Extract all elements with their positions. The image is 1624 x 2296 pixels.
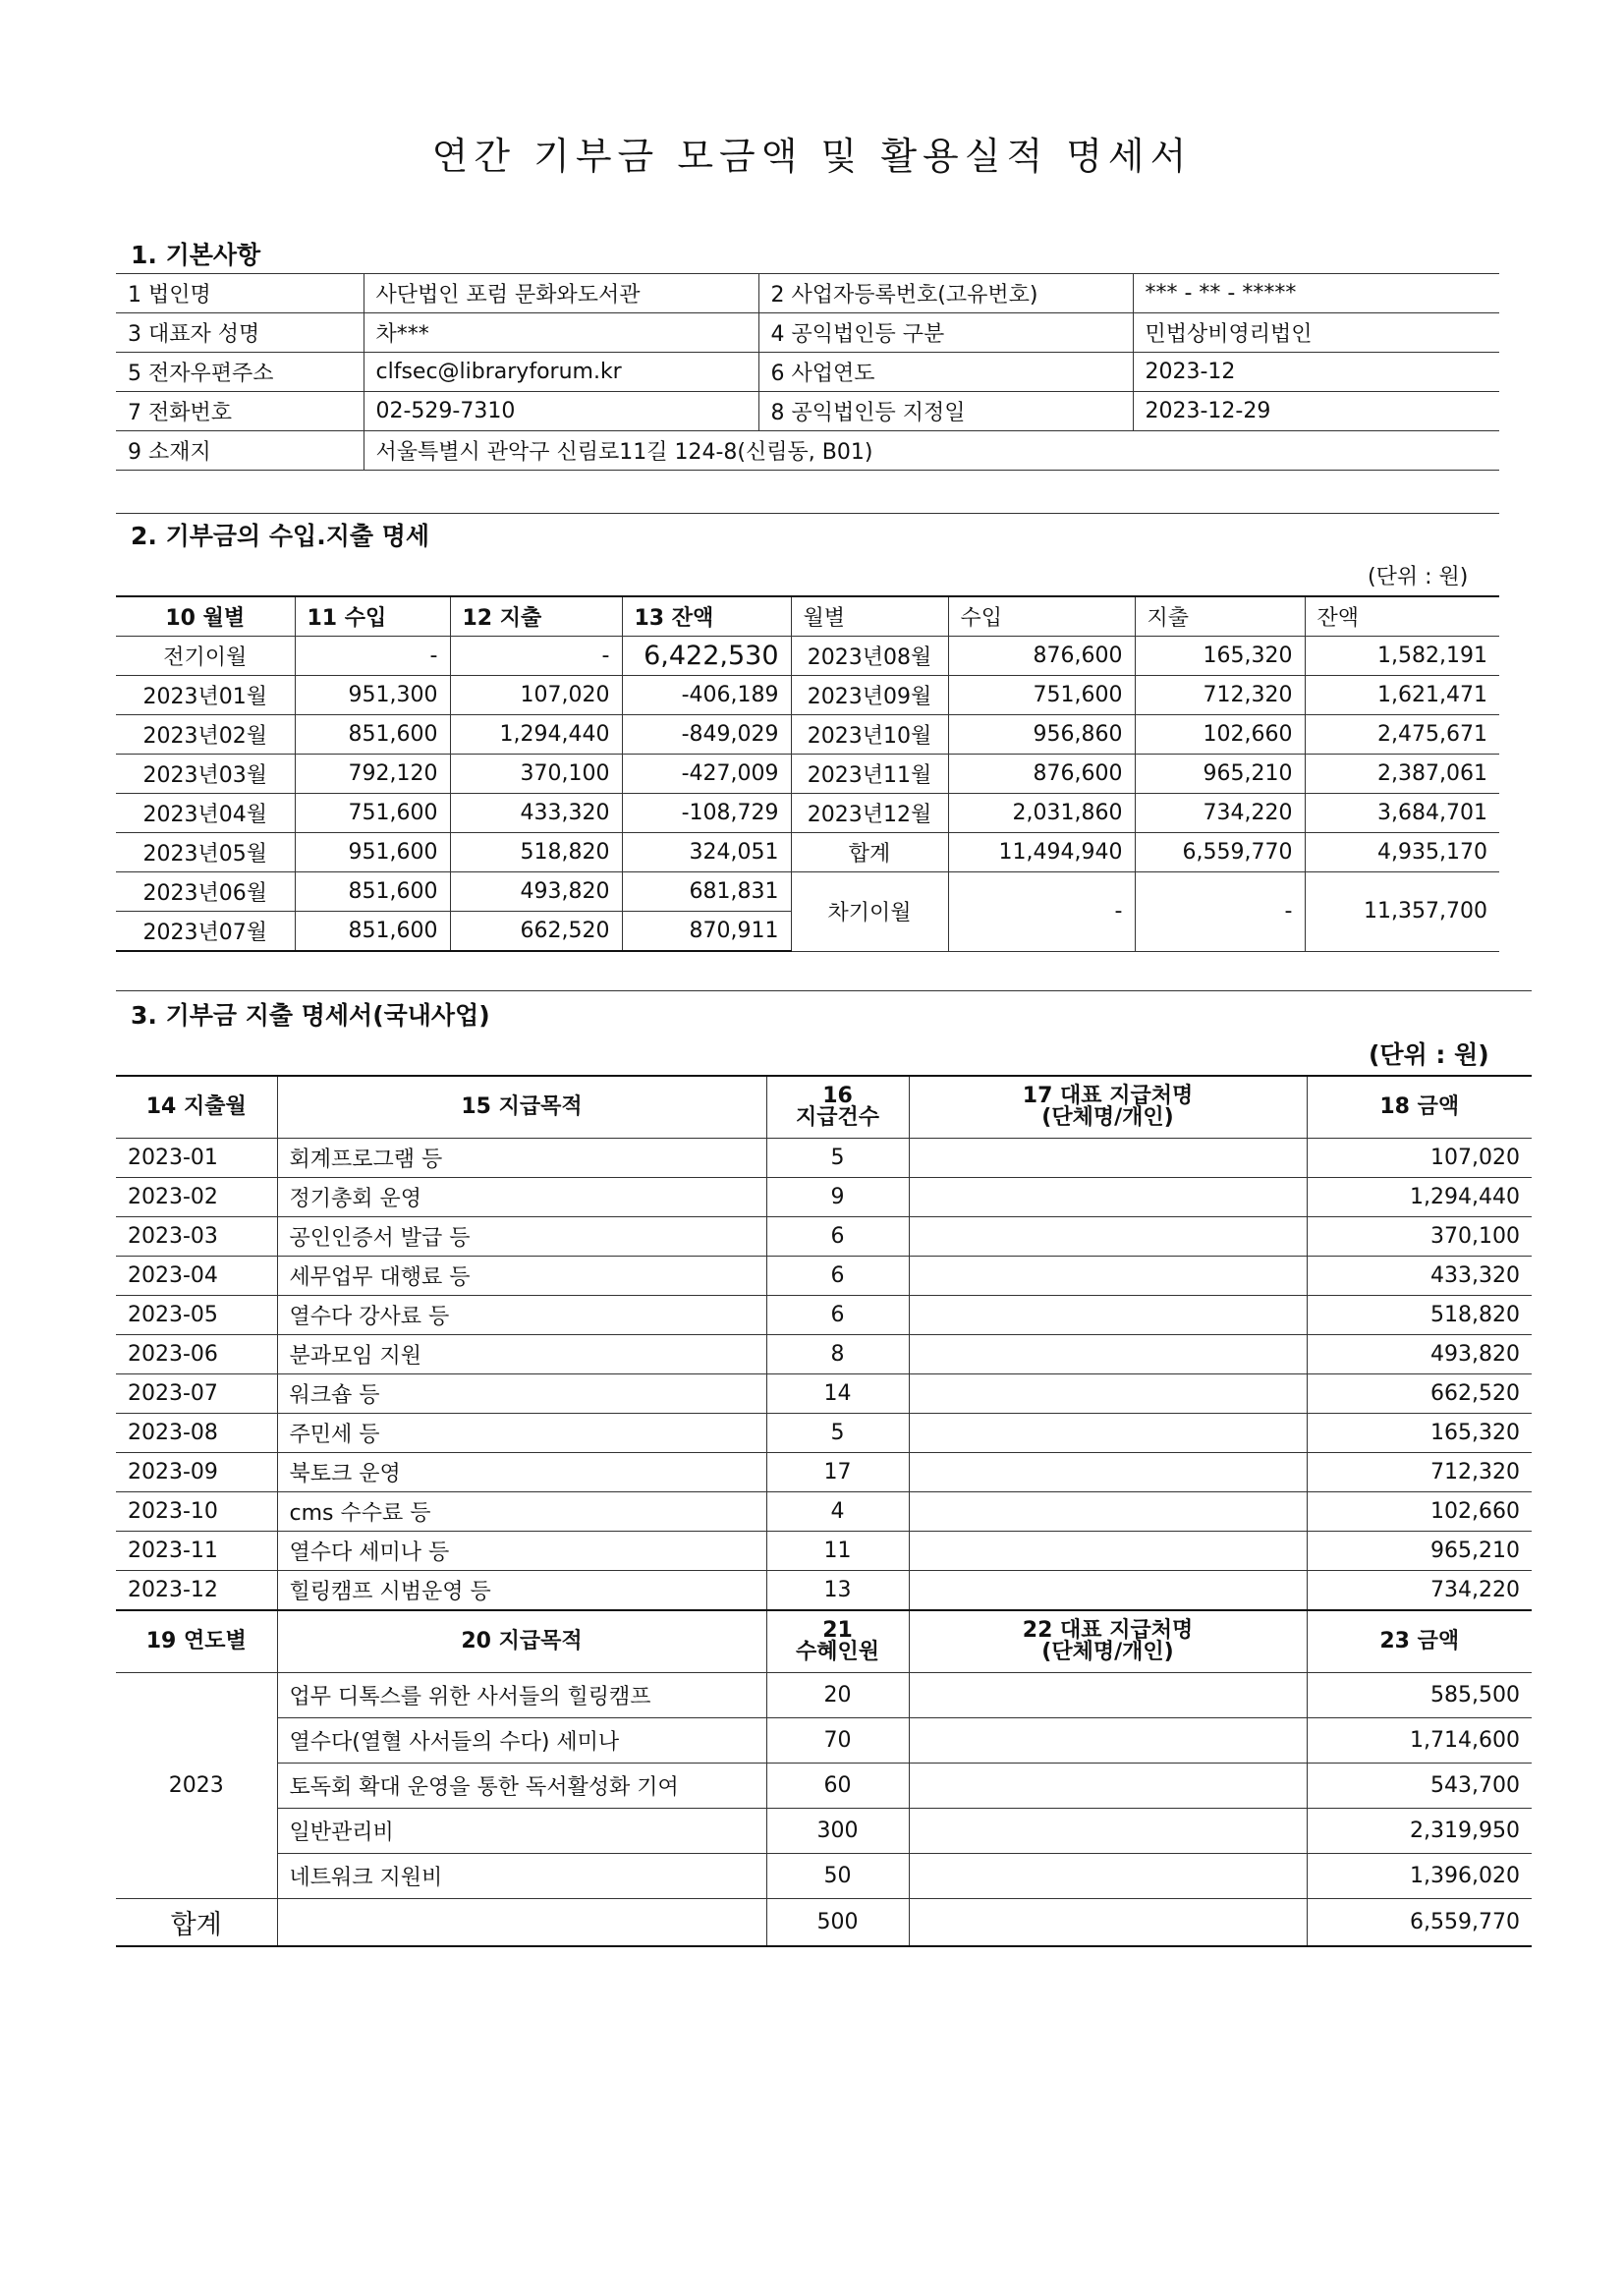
income-cell: 951,300 bbox=[295, 676, 450, 715]
info-label: 4 공익법인등 구분 bbox=[758, 313, 1133, 353]
count-cell: 6 bbox=[766, 1296, 909, 1335]
info-label: 3 대표자 성명 bbox=[116, 313, 364, 353]
count-cell: 11 bbox=[766, 1532, 909, 1571]
table-row bbox=[116, 1492, 1532, 1532]
payee-cell bbox=[909, 1854, 1307, 1899]
table-row bbox=[116, 1673, 1532, 1718]
info-value: 02-529-7310 bbox=[364, 392, 758, 431]
column-header: 13 잔액 bbox=[622, 596, 791, 637]
income-cell: - bbox=[948, 872, 1135, 952]
basic-info-table bbox=[116, 273, 1499, 471]
purpose-cell: 힐링캠프 시범운영 등 bbox=[277, 1571, 766, 1611]
balance-cell: 870,911 bbox=[622, 912, 791, 952]
count-cell: 5 bbox=[766, 1139, 909, 1178]
purpose-cell: 워크숍 등 bbox=[277, 1374, 766, 1414]
payee-cell bbox=[909, 1414, 1307, 1453]
month-cell: 2023년11월 bbox=[791, 755, 948, 794]
payee-cell bbox=[909, 1718, 1307, 1764]
income-cell: 751,600 bbox=[295, 794, 450, 833]
month-cell: 2023-11 bbox=[116, 1532, 277, 1571]
income-cell: 951,600 bbox=[295, 833, 450, 872]
table-row bbox=[116, 1374, 1532, 1414]
payee-cell bbox=[909, 1899, 1307, 1947]
payee-cell bbox=[909, 1571, 1307, 1611]
header-row bbox=[116, 1076, 1532, 1139]
amount-cell: 1,396,020 bbox=[1307, 1854, 1532, 1899]
column-header: 18 금액 bbox=[1307, 1076, 1532, 1139]
purpose-cell: 공인인증서 발급 등 bbox=[277, 1217, 766, 1257]
month-cell: 2023년08월 bbox=[791, 637, 948, 676]
info-label: 9 소재지 bbox=[116, 431, 364, 471]
purpose-cell: 세무업무 대행료 등 bbox=[277, 1257, 766, 1296]
count-cell: 20 bbox=[766, 1673, 909, 1718]
section3-unit: (단위 : 원) bbox=[1369, 1040, 1489, 1069]
table-row bbox=[116, 1809, 1532, 1854]
column-header: 22 대표 지급처명 (단체명/개인) bbox=[909, 1610, 1307, 1673]
info-label: 8 공익법인등 지정일 bbox=[758, 392, 1133, 431]
info-value: 사단법인 포럼 문화와도서관 bbox=[364, 274, 758, 313]
column-header: 20 지급목적 bbox=[277, 1610, 766, 1673]
expense-cell: 102,660 bbox=[1135, 715, 1305, 755]
purpose-cell bbox=[277, 1899, 766, 1947]
purpose-cell: 네트워크 지원비 bbox=[277, 1854, 766, 1899]
column-header: 17 대표 지급처명 (단체명/개인) bbox=[909, 1076, 1307, 1139]
info-label: 5 전자우편주소 bbox=[116, 353, 364, 392]
purpose-cell: 열수다(열혈 사서들의 수다) 세미나 bbox=[277, 1718, 766, 1764]
column-header: 11 수입 bbox=[295, 596, 450, 637]
info-row bbox=[116, 353, 1499, 392]
month-cell: 2023년12월 bbox=[791, 794, 948, 833]
expense-cell: 107,020 bbox=[450, 676, 622, 715]
expense-cell: 165,320 bbox=[1135, 637, 1305, 676]
month-cell: 합계 bbox=[791, 833, 948, 872]
balance-cell: 324,051 bbox=[622, 833, 791, 872]
month-cell: 2023년07월 bbox=[116, 912, 295, 952]
income-cell: 11,494,940 bbox=[948, 833, 1135, 872]
table-row bbox=[116, 1414, 1532, 1453]
header-row bbox=[116, 1610, 1532, 1673]
month-cell: 2023-08 bbox=[116, 1414, 277, 1453]
month-cell: 전기이월 bbox=[116, 637, 295, 676]
table-row bbox=[116, 794, 1499, 833]
purpose-cell: 업무 디톡스를 위한 사서들의 힐링캠프 bbox=[277, 1673, 766, 1718]
month-cell: 2023년04월 bbox=[116, 794, 295, 833]
column-header: 15 지급목적 bbox=[277, 1076, 766, 1139]
purpose-cell: cms 수수료 등 bbox=[277, 1492, 766, 1532]
table-row bbox=[116, 1532, 1532, 1571]
amount-cell: 662,520 bbox=[1307, 1374, 1532, 1414]
month-cell: 2023-01 bbox=[116, 1139, 277, 1178]
balance-cell: 6,422,530 bbox=[622, 637, 791, 676]
income-expense-table bbox=[116, 595, 1499, 952]
balance-cell: 2,475,671 bbox=[1305, 715, 1499, 755]
count-cell: 13 bbox=[766, 1571, 909, 1611]
info-row bbox=[116, 392, 1499, 431]
balance-cell: -427,009 bbox=[622, 755, 791, 794]
purpose-cell: 주민세 등 bbox=[277, 1414, 766, 1453]
purpose-cell: 정기총회 운영 bbox=[277, 1178, 766, 1217]
payee-cell bbox=[909, 1374, 1307, 1414]
count-cell: 4 bbox=[766, 1492, 909, 1532]
info-value: 2023-12-29 bbox=[1133, 392, 1499, 431]
column-header: 잔액 bbox=[1305, 596, 1499, 637]
table-row bbox=[116, 1764, 1532, 1809]
expense-cell: 734,220 bbox=[1135, 794, 1305, 833]
total-label: 합계 bbox=[116, 1899, 277, 1947]
amount-cell: 585,500 bbox=[1307, 1673, 1532, 1718]
expense-cell: 1,294,440 bbox=[450, 715, 622, 755]
info-row bbox=[116, 431, 1499, 471]
purpose-cell: 열수다 세미나 등 bbox=[277, 1532, 766, 1571]
table-row bbox=[116, 1139, 1532, 1178]
count-cell: 70 bbox=[766, 1718, 909, 1764]
month-cell: 2023-06 bbox=[116, 1335, 277, 1374]
payee-cell bbox=[909, 1257, 1307, 1296]
count-cell: 8 bbox=[766, 1335, 909, 1374]
amount-cell: 102,660 bbox=[1307, 1492, 1532, 1532]
section2-unit: (단위 : 원) bbox=[1368, 565, 1469, 589]
month-cell: 2023년01월 bbox=[116, 676, 295, 715]
table-row bbox=[116, 1217, 1532, 1257]
info-value: 차*** bbox=[364, 313, 758, 353]
purpose-cell: 회계프로그램 등 bbox=[277, 1139, 766, 1178]
amount-cell: 433,320 bbox=[1307, 1257, 1532, 1296]
payee-cell bbox=[909, 1673, 1307, 1718]
amount-cell: 493,820 bbox=[1307, 1335, 1532, 1374]
table-row bbox=[116, 1257, 1532, 1296]
payee-cell bbox=[909, 1809, 1307, 1854]
count-cell: 50 bbox=[766, 1854, 909, 1899]
payee-cell bbox=[909, 1764, 1307, 1809]
year-cell: 2023 bbox=[116, 1673, 277, 1899]
balance-cell: 1,582,191 bbox=[1305, 637, 1499, 676]
section3-heading: 3. 기부금 지출 명세서(국내사업) bbox=[131, 1001, 490, 1030]
count-cell: 6 bbox=[766, 1257, 909, 1296]
count-cell: 9 bbox=[766, 1178, 909, 1217]
info-value: clfsec@libraryforum.kr bbox=[364, 353, 758, 392]
expense-cell: 370,100 bbox=[450, 755, 622, 794]
month-cell: 2023-03 bbox=[116, 1217, 277, 1257]
amount-cell: 543,700 bbox=[1307, 1764, 1532, 1809]
month-cell: 2023년06월 bbox=[116, 872, 295, 912]
expense-cell: - bbox=[1135, 872, 1305, 952]
payee-cell bbox=[909, 1217, 1307, 1257]
table-row bbox=[116, 833, 1499, 872]
payee-cell bbox=[909, 1296, 1307, 1335]
balance-cell: 3,684,701 bbox=[1305, 794, 1499, 833]
column-header: 23 금액 bbox=[1307, 1610, 1532, 1673]
expense-cell: 712,320 bbox=[1135, 676, 1305, 715]
amount-cell: 1,294,440 bbox=[1307, 1178, 1532, 1217]
table-row bbox=[116, 872, 1499, 912]
info-label: 1 법인명 bbox=[116, 274, 364, 313]
month-cell: 2023년10월 bbox=[791, 715, 948, 755]
balance-cell: -108,729 bbox=[622, 794, 791, 833]
expense-cell: 518,820 bbox=[450, 833, 622, 872]
balance-cell: 4,935,170 bbox=[1305, 833, 1499, 872]
info-row bbox=[116, 274, 1499, 313]
expense-cell: 965,210 bbox=[1135, 755, 1305, 794]
count-cell: 5 bbox=[766, 1414, 909, 1453]
column-header: 수입 bbox=[948, 596, 1135, 637]
balance-cell: 1,621,471 bbox=[1305, 676, 1499, 715]
expense-cell: 662,520 bbox=[450, 912, 622, 952]
payee-cell bbox=[909, 1453, 1307, 1492]
month-cell: 2023-12 bbox=[116, 1571, 277, 1611]
table-row bbox=[116, 1854, 1532, 1899]
income-cell: 851,600 bbox=[295, 715, 450, 755]
info-label: 2 사업자등록번호(고유번호) bbox=[758, 274, 1133, 313]
month-cell: 2023-04 bbox=[116, 1257, 277, 1296]
count-cell: 60 bbox=[766, 1764, 909, 1809]
count-cell: 14 bbox=[766, 1374, 909, 1414]
payee-cell bbox=[909, 1178, 1307, 1217]
column-header: 12 지출 bbox=[450, 596, 622, 637]
table-row bbox=[116, 755, 1499, 794]
expense-detail-table bbox=[116, 1075, 1532, 1947]
table-row bbox=[116, 1178, 1532, 1217]
amount-cell: 965,210 bbox=[1307, 1532, 1532, 1571]
table-row bbox=[116, 1453, 1532, 1492]
column-header: 19 연도별 bbox=[116, 1610, 277, 1673]
page-title: 연간 기부금 모금액 및 활용실적 명세서 bbox=[431, 135, 1193, 178]
info-value: *** - ** - ***** bbox=[1133, 274, 1499, 313]
table-row bbox=[116, 637, 1499, 676]
income-cell: 851,600 bbox=[295, 912, 450, 952]
amount-cell: 734,220 bbox=[1307, 1571, 1532, 1611]
month-cell: 2023년05월 bbox=[116, 833, 295, 872]
info-label: 7 전화번호 bbox=[116, 392, 364, 431]
income-cell: 2,031,860 bbox=[948, 794, 1135, 833]
table-row bbox=[116, 1571, 1532, 1611]
header-row bbox=[116, 596, 1499, 637]
income-cell: 956,860 bbox=[948, 715, 1135, 755]
month-cell: 2023년09월 bbox=[791, 676, 948, 715]
month-cell: 2023-05 bbox=[116, 1296, 277, 1335]
payee-cell bbox=[909, 1139, 1307, 1178]
income-cell: 751,600 bbox=[948, 676, 1135, 715]
month-cell: 차기이월 bbox=[791, 872, 948, 952]
income-cell: - bbox=[295, 637, 450, 676]
income-cell: 851,600 bbox=[295, 872, 450, 912]
amount-cell: 518,820 bbox=[1307, 1296, 1532, 1335]
income-cell: 792,120 bbox=[295, 755, 450, 794]
table-row bbox=[116, 1296, 1532, 1335]
balance-cell: 11,357,700 bbox=[1305, 872, 1499, 952]
column-header: 16 지급건수 bbox=[766, 1076, 909, 1139]
table-row bbox=[116, 1718, 1532, 1764]
table-row bbox=[116, 676, 1499, 715]
purpose-cell: 토독회 확대 운영을 통한 독서활성화 기여 bbox=[277, 1764, 766, 1809]
total-row bbox=[116, 1899, 1532, 1947]
table-row bbox=[116, 715, 1499, 755]
amount-cell: 712,320 bbox=[1307, 1453, 1532, 1492]
count-cell: 500 bbox=[766, 1899, 909, 1947]
month-cell: 2023-02 bbox=[116, 1178, 277, 1217]
month-cell: 2023-10 bbox=[116, 1492, 277, 1532]
amount-cell: 1,714,600 bbox=[1307, 1718, 1532, 1764]
month-cell: 2023-07 bbox=[116, 1374, 277, 1414]
expense-cell: 493,820 bbox=[450, 872, 622, 912]
section1-heading: 1. 기본사항 bbox=[131, 241, 261, 269]
amount-cell: 165,320 bbox=[1307, 1414, 1532, 1453]
amount-cell: 107,020 bbox=[1307, 1139, 1532, 1178]
month-cell: 2023년03월 bbox=[116, 755, 295, 794]
info-label: 6 사업연도 bbox=[758, 353, 1133, 392]
purpose-cell: 일반관리비 bbox=[277, 1809, 766, 1854]
info-value: 2023-12 bbox=[1133, 353, 1499, 392]
month-cell: 2023-09 bbox=[116, 1453, 277, 1492]
column-header: 21 수혜인원 bbox=[766, 1610, 909, 1673]
column-header: 14 지출월 bbox=[116, 1076, 277, 1139]
info-value: 민법상비영리법인 bbox=[1133, 313, 1499, 353]
payee-cell bbox=[909, 1492, 1307, 1532]
amount-cell: 6,559,770 bbox=[1307, 1899, 1532, 1947]
column-header: 지출 bbox=[1135, 596, 1305, 637]
section2-heading: 2. 기부금의 수입.지출 명세 bbox=[131, 522, 430, 550]
balance-cell: 681,831 bbox=[622, 872, 791, 912]
purpose-cell: 분과모임 지원 bbox=[277, 1335, 766, 1374]
column-header: 월별 bbox=[791, 596, 948, 637]
column-header: 10 월별 bbox=[116, 596, 295, 637]
balance-cell: 2,387,061 bbox=[1305, 755, 1499, 794]
expense-cell: - bbox=[450, 637, 622, 676]
count-cell: 17 bbox=[766, 1453, 909, 1492]
payee-cell bbox=[909, 1335, 1307, 1374]
purpose-cell: 열수다 강사료 등 bbox=[277, 1296, 766, 1335]
balance-cell: -406,189 bbox=[622, 676, 791, 715]
amount-cell: 2,319,950 bbox=[1307, 1809, 1532, 1854]
expense-cell: 433,320 bbox=[450, 794, 622, 833]
month-cell: 2023년02월 bbox=[116, 715, 295, 755]
info-row bbox=[116, 313, 1499, 353]
purpose-cell: 북토크 운영 bbox=[277, 1453, 766, 1492]
count-cell: 6 bbox=[766, 1217, 909, 1257]
income-cell: 876,600 bbox=[948, 637, 1135, 676]
expense-cell: 6,559,770 bbox=[1135, 833, 1305, 872]
balance-cell: -849,029 bbox=[622, 715, 791, 755]
income-cell: 876,600 bbox=[948, 755, 1135, 794]
amount-cell: 370,100 bbox=[1307, 1217, 1532, 1257]
count-cell: 300 bbox=[766, 1809, 909, 1854]
table-row bbox=[116, 1335, 1532, 1374]
payee-cell bbox=[909, 1532, 1307, 1571]
address-value: 서울특별시 관악구 신림로11길 124-8(신림동, B01) bbox=[364, 431, 1499, 471]
